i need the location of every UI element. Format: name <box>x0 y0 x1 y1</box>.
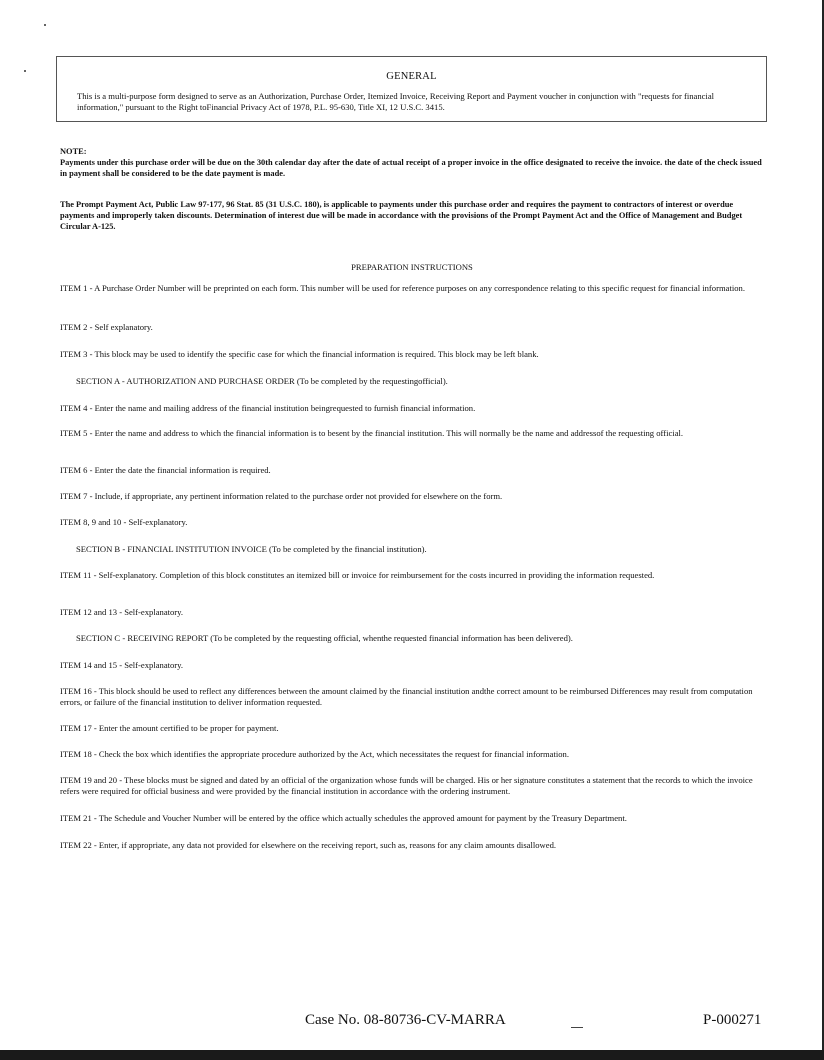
item-19-20: ITEM 19 and 20 - These blocks must be signed and dated by an official of the organization whose funds will be charged. His or her signature constitutes a statement that the records to which the invoice refers were required for official business and were provided by the financial institution in accordance with the ordering instrument. <box>60 775 753 796</box>
item-14-15: ITEM 14 and 15 - Self-explanatory. <box>60 660 184 670</box>
note-paragraph-1: Payments under this purchase order will be due on the 30th calendar day after the date of actual receipt of a proper invoice in the office designated to receive the invoice. the date of the check issued in payment shall be considered to be the date payment is made. <box>60 158 762 178</box>
item-18: ITEM 18 - Check the box which identifies the appropriate procedure authorized by the Act, which necessitates the request for financial information. <box>60 749 570 759</box>
item-21: ITEM 21 - The Schedule and Voucher Number will be entered by the office which actually schedules the approved amount for payment by the Treasury Department. <box>60 813 627 823</box>
item-17: ITEM 17 - Enter the amount certified to be proper for payment. <box>60 723 279 733</box>
general-text: This is a multi-purpose form designed to serve as an Authorization, Purchase Order, Itemized Invoice, Receiving Report and Payment voucher in conjunction with "requests for financial information," pursuant to the Right toFinancial Privacy Act of 1978, P.L. 95-630, Title XI, 12 U.S.C. 3415. <box>77 91 715 112</box>
item-3: ITEM 3 - This block may be used to identify the specific case for which the financial information is required. This block may be left blank. <box>60 349 539 359</box>
scan-speck <box>44 24 46 26</box>
item-11: ITEM 11 - Self-explanatory. Completion of this block constitutes an itemized bill or invoice for reimbursement for the costs incurred in providing the information requested. <box>60 570 655 580</box>
item-16: ITEM 16 - This block should be used to reflect any differences between the amount claimed by the financial institution andthe correct amount to be reimbursed Differences may result from computation errors, or failure of the financial institution to deliver information requested. <box>60 686 753 707</box>
item-6: ITEM 6 - Enter the date the financial information is required. <box>60 465 271 475</box>
section-c-heading: SECTION C - RECEIVING REPORT (To be completed by the requesting official, whenthe requested financial information has been delivered). <box>76 633 573 643</box>
scan-edge-bottom <box>0 1050 824 1060</box>
item-8-9-10: ITEM 8, 9 and 10 - Self-explanatory. <box>60 517 188 527</box>
general-box <box>56 56 767 122</box>
note-heading: NOTE: <box>60 147 87 156</box>
scan-speck <box>24 70 26 72</box>
item-2: ITEM 2 - Self explanatory. <box>60 322 153 332</box>
item-12-13: ITEM 12 and 13 - Self-explanatory. <box>60 607 184 617</box>
item-22: ITEM 22 - Enter, if appropriate, any data not provided for elsewhere on the receiving report, such as, reasons for any claim amounts disallowed. <box>60 840 557 850</box>
item-7: ITEM 7 - Include, if appropriate, any pertinent information related to the purchase order not provided for elsewhere on the form. <box>60 491 503 501</box>
footer-dash <box>571 1027 583 1028</box>
case-number: Case No. 08-80736-CV-MARRA <box>305 1012 506 1028</box>
general-title: GENERAL <box>386 71 437 82</box>
note-paragraph-2: The Prompt Payment Act, Public Law 97-177, 96 Stat. 85 (31 U.S.C. 180), is applicable to payments under this purchase order and requires the payment to contractors of interest or overdue payments and improperly taken discounts. Determination of interest due will be made in accordance with the provisions of the Prompt Payment Act and the Office of Management and Budget Circular A-125. <box>60 200 743 231</box>
item-4: ITEM 4 - Enter the name and mailing address of the financial institution beingrequested to furnish financial information. <box>60 403 476 413</box>
section-b-heading: SECTION B - FINANCIAL INSTITUTION INVOICE (To be completed by the financial institution). <box>76 544 427 554</box>
bates-number: P-000271 <box>703 1012 762 1028</box>
preparation-title: PREPARATION INSTRUCTIONS <box>351 262 473 272</box>
item-1: ITEM 1 - A Purchase Order Number will be preprinted on each form. This number will be used for reference purposes on any correspondence relating to this specific request for financial information. <box>60 283 745 293</box>
item-5: ITEM 5 - Enter the name and address to which the financial information is to besent by the financial institution. This will normally be the name and addressof the requesting official. <box>60 428 684 438</box>
section-a-heading: SECTION A - AUTHORIZATION AND PURCHASE ORDER (To be completed by the requestingofficial). <box>76 376 448 386</box>
